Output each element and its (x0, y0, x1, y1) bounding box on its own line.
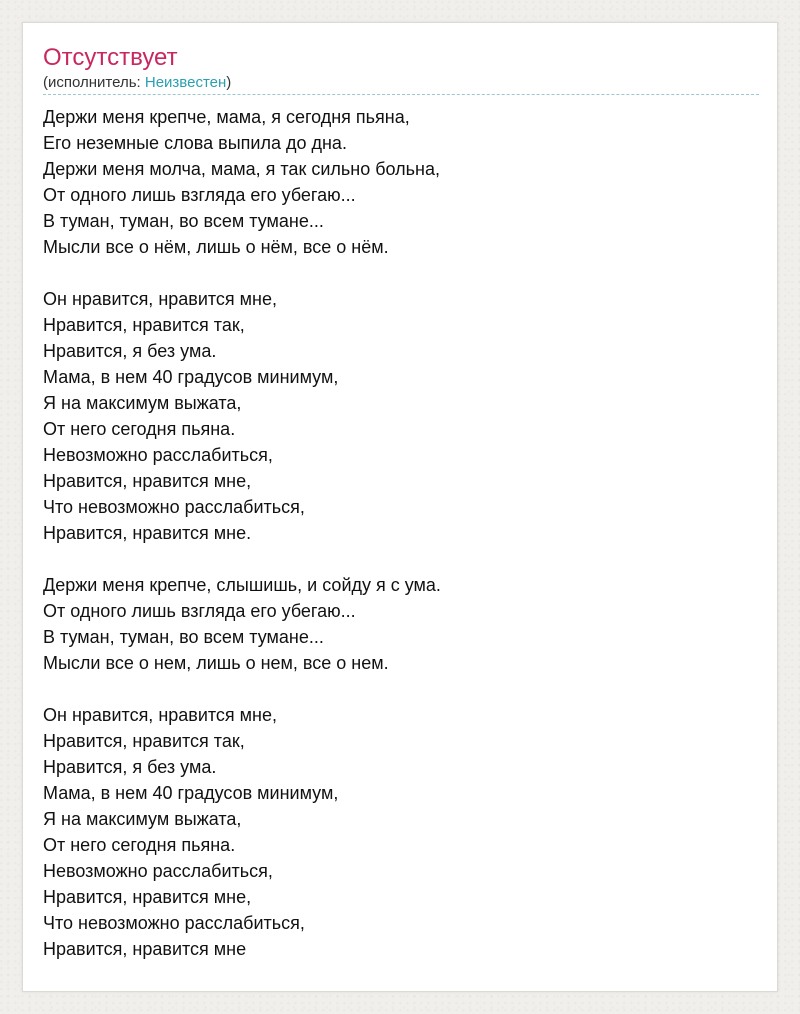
lyrics-line: От одного лишь взгляда его убегаю... (43, 601, 356, 621)
lyrics-line: Нравится, я без ума. (43, 341, 217, 361)
lyrics-line: От одного лишь взгляда его убегаю... (43, 185, 356, 205)
lyrics-line: Мама, в нем 40 градусов минимум, (43, 367, 339, 387)
lyrics-line: Нравится, нравится мне (43, 939, 247, 959)
lyrics-line: Я на максимум выжата, (43, 809, 242, 829)
artist-suffix: ) (226, 74, 232, 91)
lyrics-line: Что невозможно расслабиться, (43, 913, 305, 933)
lyrics-stanza (43, 286, 759, 546)
lyrics-stanza (43, 104, 759, 260)
lyrics-line: Нравится, нравится мне, (43, 471, 252, 491)
title-divider (43, 94, 759, 95)
lyrics-line: Я на максимум выжата, (43, 393, 242, 413)
lyrics-line: Нравится, нравится так, (43, 731, 245, 751)
lyrics-line: Его неземные слова выпила до дна. (43, 133, 347, 153)
artist-line (43, 73, 231, 93)
lyrics-card (22, 22, 778, 992)
song-title: Отсутствует (43, 44, 178, 71)
lyrics-line: Что невозможно расслабиться, (43, 497, 305, 517)
artist-name-link[interactable]: Неизвестен (144, 74, 227, 91)
lyrics-text (43, 104, 759, 988)
lyrics-line: В туман, туман, во всем тумане... (43, 211, 324, 231)
lyrics-line: Он нравится, нравится мне, (43, 289, 278, 309)
lyrics-line: Он нравится, нравится мне, (43, 705, 278, 725)
lyrics-line: Держи меня молча, мама, я так сильно больна, (43, 159, 440, 179)
lyrics-line: От него сегодня пьяна. (43, 835, 236, 855)
lyrics-line: Мама, в нем 40 градусов минимум, (43, 783, 339, 803)
artist-prefix: (исполнитель: (43, 74, 145, 91)
lyrics-line: Мысли все о нем, лишь о нем, все о нем. (43, 653, 389, 673)
lyrics-line: В туман, туман, во всем тумане... (43, 627, 324, 647)
lyrics-line: Невозможно расслабиться, (43, 861, 273, 881)
lyrics-line: Мысли все о нём, лишь о нём, все о нём. (43, 237, 389, 257)
lyrics-stanza (43, 702, 759, 962)
lyrics-line: Держи меня крепче, мама, я сегодня пьяна, (43, 107, 410, 127)
lyrics-line: Нравится, нравится так, (43, 315, 245, 335)
lyrics-line: Держи меня крепче, слышишь, и сойду я с ума. (43, 575, 441, 595)
lyrics-line: Нравится, нравится мне, (43, 887, 252, 907)
lyrics-line: Нравится, нравится мне. (43, 523, 252, 543)
lyrics-line: От него сегодня пьяна. (43, 419, 236, 439)
lyrics-line: Нравится, я без ума. (43, 757, 217, 777)
lyrics-stanza (43, 572, 759, 676)
lyrics-line: Невозможно расслабиться, (43, 445, 273, 465)
